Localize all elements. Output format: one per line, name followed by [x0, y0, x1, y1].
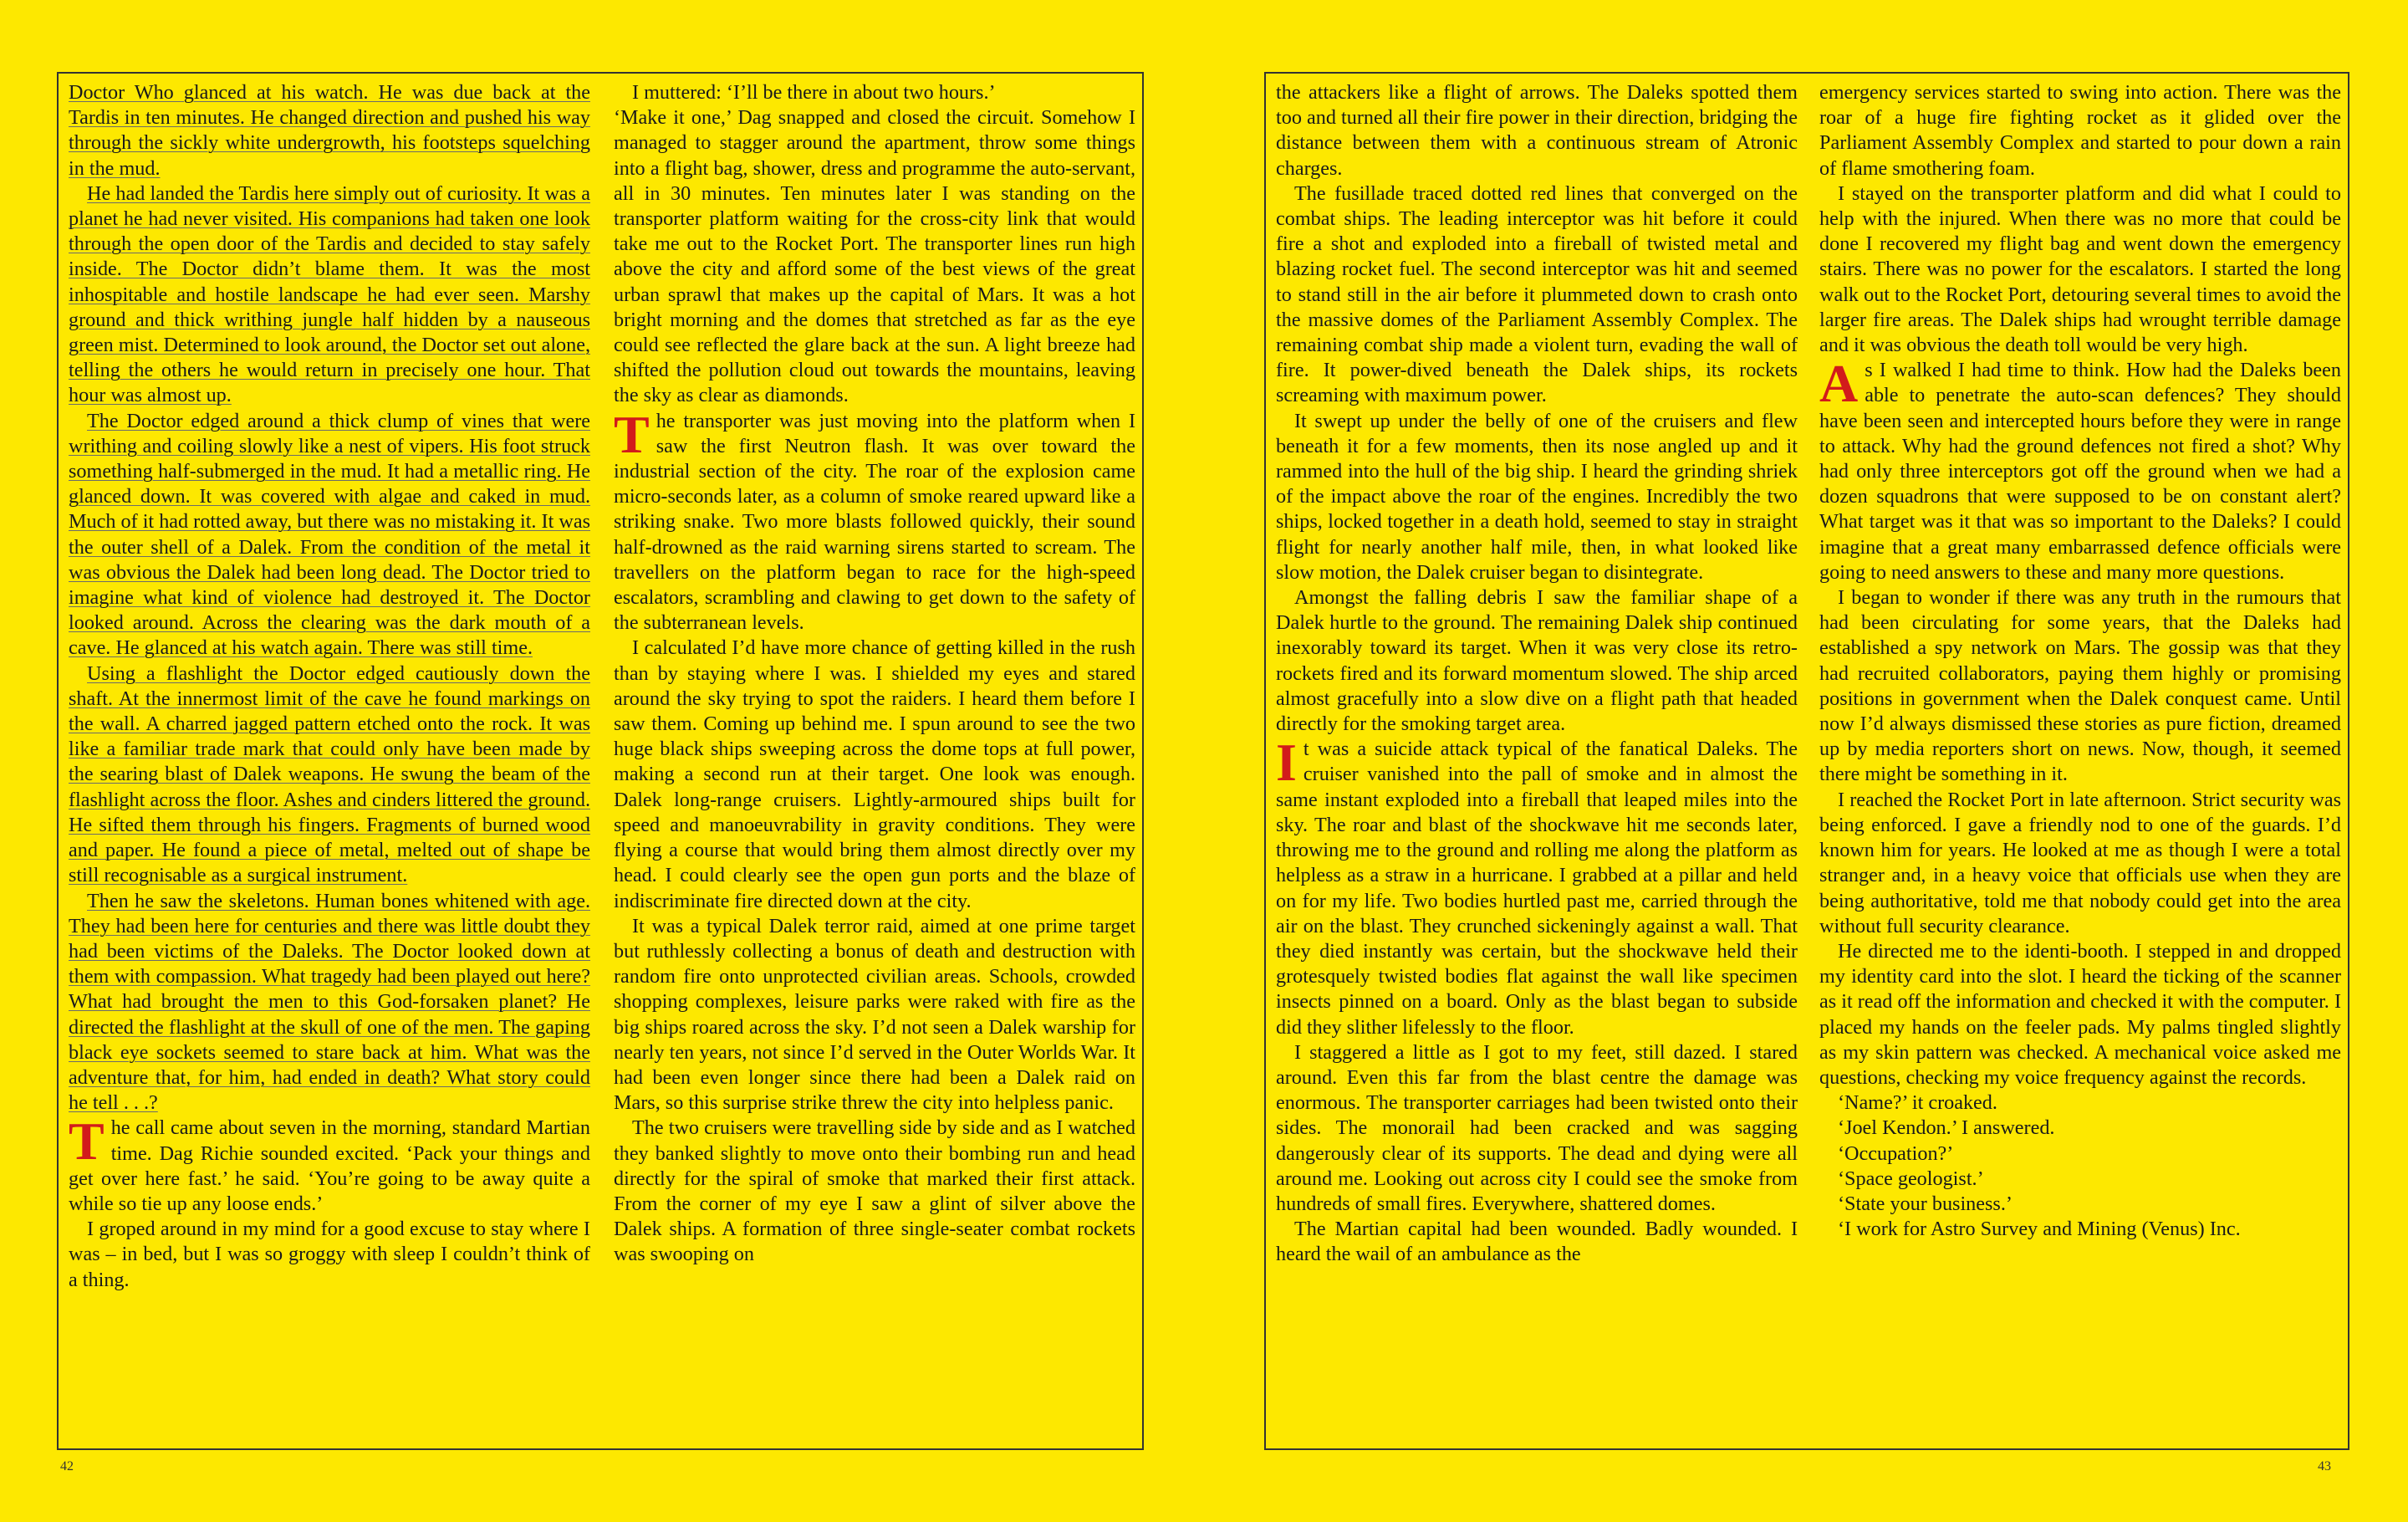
left-page-column-2 [614, 80, 1135, 1448]
paragraph-text: ‘Space geologist.’ [1838, 1167, 1984, 1190]
paragraph-text: ‘Joel Kendon.’ I answered. [1838, 1116, 2055, 1140]
paragraph [69, 889, 590, 1116]
paragraph [69, 1111, 590, 1217]
paragraph-text: Using a flashlight the Doctor edged cautiously down the shaft. At the innermost limit of the cave he found markings on the wall. A charred jagged pattern etched onto the rock. It was like a familiar trade mark that could only have been made by the searing blast of Dalek weapons. He swung the beam of the flashlight across the floor. Ashes and cinders littered the ground. He sifted them through his fingers. Fragments of burned wood and paper. He found a piece of metal, melted out of shape be still recognisable as a surgical instrument. [69, 661, 590, 887]
drop-cap: I [1276, 733, 1297, 793]
paragraph [1276, 1217, 1798, 1267]
paragraph [1819, 1217, 2341, 1242]
paragraph-text: emergency services started to swing into action. There was the roar of a huge fire fighting rocket as it glided over the Parliament Assembly Complex and started to pour down a rain of flame smothering foam. [1819, 81, 2341, 180]
paragraph [1276, 1040, 1798, 1217]
paragraph [1276, 733, 1798, 1039]
paragraph-text: he call came about seven in the morning, standard Martian time. Dag Richie sounded excited. ‘Pack your things and get over here fast.’ he said. ‘You’re going to be away quite a while so tie up any loose ends.’ [69, 1116, 590, 1215]
paragraph-text: I stayed on the transporter platform and did what I could to help with the injured. When there was no more that could be done I recovered my flight bag and went down the emergency stairs. There was no power for the escalators. I started the long walk out to the Rocket Port, detouring several times to avoid the larger fire areas. The Dalek ships had wrought terrible damage and it was obvious the death toll would be very high. [1819, 181, 2341, 357]
paragraph-text: ‘I work for Astro Survey and Mining (Venus) Inc. [1838, 1218, 2241, 1241]
paragraph [69, 1217, 590, 1293]
paragraph-text: The fusillade traced dotted red lines that converged on the combat ships. The leading interceptor was hit before it could fire a shot and exploded into a fireball of twisted metal and blazing rocket fuel. The second interceptor was hit and seemed to stand still in the air before it plummeted down to crash onto the massive domes of the Parliament Assembly Complex. The remaining combat ship made a violent turn, evading the wall of fire. It power-dived beneath the Dalek ships, its rockets screaming with maximum power. [1276, 181, 1798, 407]
page-number-left: 42 [60, 1459, 74, 1473]
paragraph [1819, 1142, 2341, 1167]
paragraph-text: I staggered a little as I got to my feet, still dazed. I stared around. Even this far from the blast centre the damage was enormous. The transporter carriages had been twisted onto their sides. The monorail had been cracked and was sagging dangerously clear of its supports. The dead and dying were all around me. Looking out across city I could see the smoke from hundreds of small fires. Everywhere, shattered domes. [1276, 1040, 1798, 1215]
paragraph-text: s I walked I had time to think. How had the Daleks been able to penetrate the auto-scan defences? They should have been seen and intercepted hours before they were in range to attack. Why had the ground defences not fired a shot? Why had only three interceptors got off the ground when we had a dozen squadrons that were supposed to be on constant alert? What target was it that was so important to the Daleks? I could imagine that a great many embarrassed defence officials were going to need answers to these and many more questions. [1819, 359, 2341, 584]
paragraph-text: ‘State your business.’ [1838, 1192, 2013, 1215]
paragraph-text: The Doctor edged around a thick clump of vines that were writhing and coiling slowly like a nest of vipers. His foot struck something half-submerged in the mud. It had a metallic ring. He glanced down. It was covered with algae and caked in mud. Much of it had rotted away, but there was no mistaking it. It was the outer shell of a Dalek. From the condition of the metal it was obvious the Dalek had been long dead. The Doctor tried to imagine what kind of violence had destroyed it. The Doctor looked around. Across the clearing was the dark mouth of a cave. He glanced at his watch again. There was still time. [69, 409, 590, 660]
paragraph-text: ‘Occupation?’ [1838, 1142, 1954, 1165]
paragraph [614, 914, 1135, 1116]
left-page-column-1 [69, 80, 590, 1448]
right-page-frame [1264, 72, 2349, 1450]
drop-cap: A [1819, 354, 1859, 414]
right-page-column-2 [1819, 80, 2341, 1448]
paragraph-text: Then he saw the skeletons. Human bones whitened with age. They had been here for centuries and there was little doubt they had been victims of the Daleks. The Doctor looked down at them with compassion. What tragedy had been played out here? What had brought the men to this God-forsaken planet? He directed the flashlight at the skull of one of the men. The gaping black eye sockets seemed to stare back at him. What was the adventure that, for him, had ended in death? What story could he tell . . .? [69, 889, 590, 1115]
paragraph [1819, 1192, 2341, 1217]
paragraph [1819, 1090, 2341, 1116]
paragraph [69, 409, 590, 661]
paragraph-text: I reached the Rocket Port in late afternoon. Strict security was being enforced. I gave a friendly nod to one of the guards. I’d known him for years. He looked at me as though I were a total stranger and, in a heavy voice that officials use when they are being authoritative, told me that nobody could get into the area without full security clearance. [1819, 788, 2341, 937]
paragraph [1819, 788, 2341, 939]
paragraph [614, 1116, 1135, 1267]
paragraph-text: I muttered: ‘I’ll be there in about two hours.’ [632, 81, 996, 104]
paragraph [1819, 1116, 2341, 1141]
paragraph-text: Doctor Who glanced at his watch. He was due back at the Tardis in ten minutes. He changed direction and pushed his way through the sickly white undergrowth, his footsteps squelching in the mud. [69, 81, 590, 180]
paragraph [1276, 409, 1798, 585]
paragraph [1819, 354, 2341, 585]
paragraph-text: I began to wonder if there was any truth in the rumours that had been circulating for some years, that the Daleks had established a spy network on Mars. The gossip was that they had recruited collaborators, paying them highly or promising positions in government when the Dalek conquest came. Until now I’d always dismissed these stories as pure fiction, dreamed up by media reporters short on news. Now, though, it seemed there might be something in it. [1819, 586, 2341, 786]
paragraph-text: The two cruisers were travelling side by side and as I watched they banked slightly to move onto their bombing run and head directly for the spiral of smoke that marked their first attack. From the corner of my eye I saw a glint of silver above the Dalek ships. A formation of three single-seater combat rockets was swooping on [614, 1116, 1135, 1266]
paragraph [69, 80, 590, 181]
paragraph-text: ‘Make it one,’ Dag snapped and closed the circuit. Somehow I managed to stagger around the apartment, throw some things into a flight bag, shower, dress and programme the auto-servant, all in 30 minutes. Ten minutes later I was standing on the transporter platform waiting for the cross-city link that would take me out to the Rocket Port. The transporter lines run high above the city and afford some of the best views of the great urban sprawl that makes up the capital of Mars. It was a hot bright morning and the domes that stretched as far as the eye could see reflected the glare back at the sun. A light breeze had shifted the pollution cloud out towards the mountains, leaving the sky as clear as diamonds. [614, 106, 1135, 407]
paragraph-text: I groped around in my mind for a good excuse to stay where I was – in bed, but I was so groggy with sleep I couldn’t think of a thing. [69, 1218, 590, 1291]
paragraph [1819, 1167, 2341, 1192]
paragraph [614, 105, 1135, 408]
paragraph [1819, 181, 2341, 358]
paragraph [614, 636, 1135, 913]
paragraph-text: I calculated I’d have more chance of getting killed in the rush than by staying where I was. I shielded my eyes and stared around the sky trying to spot the raiders. I heard them before I saw them. Coming up behind me. I spun around to see the two huge black ships sweeping across the dome tops at full power, making a second run at their target. One look was enough. Dalek long-range cruisers. Lightly-armoured ships built for speed and manoeuvrability in gravity conditions. They were flying a course that would bring them almost directly over my head. I could clearly see the open gun ports and the blaze of indiscriminate fire directed down at the city. [614, 636, 1135, 912]
paragraph-text: It swept up under the belly of one of the cruisers and flew beneath it for a few moments, then its nose angled up and it rammed into the hull of the big ship. I heard the grinding shriek of the impact above the roar of the engines. Incredibly the two ships, locked together in a death hold, seemed to stay in straight flight for nearly another half mile, then, in what looked like slow motion, the Dalek cruiser began to disintegrate. [1276, 409, 1798, 584]
paragraph-text: He directed me to the identi-booth. I stepped in and dropped my identity card into the slot. I heard the ticking of the scanner as it read off the information and checked it with the computer. I placed my hands on the feeler pads. My palms tingled slightly as my skin pattern was checked. A mechanical voice asked me questions, checking my voice frequency against the records. [1819, 939, 2341, 1089]
paragraph [1819, 939, 2341, 1090]
paragraph-text: ‘Name?’ it croaked. [1838, 1091, 1997, 1115]
paragraph-text: t was a suicide attack typical of the fanatical Daleks. The cruiser vanished into the pall of smoke and in almost the same instant exploded into a fireball that leaped miles into the sky. The roar and blast of the shockwave hit me seconds later, throwing me to the ground and rolling me along the platform as helpless as a straw in a hurricane. I grabbed at a pillar and held on for my life. Two bodies hurtled past me, carried through the air on the blast. They crunched sickeningly against a wall. That they died instantly was certain, but the shockwave held their grotesquely twisted bodies flat against the wall like specimen insects pinned on a board. Only as the blast began to subside did they slither lifelessly to the floor. [1276, 738, 1798, 1039]
page-number-right: 43 [2318, 1459, 2331, 1473]
paragraph-text: The Martian capital had been wounded. Badly wounded. I heard the wail of an ambulance as the [1276, 1218, 1798, 1266]
paragraph-text: It was a typical Dalek terror raid, aimed at one prime target but ruthlessly collecting a bonus of death and destruction with random fire onto unprotected civilian areas. Schools, crowded shopping complexes, leisure parks were raked with fire as the big ships roared across the sky. I’d not seen a Dalek warship for nearly ten years, not since I’d served in the Outer Worlds War. It had been even longer since there had been a Dalek raid on Mars, so this surprise strike threw the city into helpless panic. [614, 914, 1135, 1115]
paragraph-text: Amongst the falling debris I saw the familiar shape of a Dalek hurtle to the ground. The remaining Dalek ship continued inexorably toward its target. When it was very close its retro-rockets fired and its forward momentum slowed. The ship arced almost gracefully into a slow dive on a flight path that headed directly for the smoking target area. [1276, 586, 1798, 736]
paragraph [69, 661, 590, 889]
paragraph-text: He had landed the Tardis here simply out of curiosity. It was a planet he had never visited. His companions had taken one look through the open door of the Tardis and decided to stay safely inside. The Doctor didn’t blame them. It was the most inhospitable and hostile landscape he had ever seen. Marshy ground and thick writhing jungle half hidden by a nauseous green mist. Determined to look around, the Doctor set out alone, telling the others he would return in precisely one hour. That hour was almost up. [69, 181, 590, 407]
paragraph [1819, 585, 2341, 788]
paragraph [1276, 181, 1798, 409]
paragraph [1276, 585, 1798, 737]
right-page-column-1 [1276, 80, 1798, 1448]
paragraph [614, 404, 1135, 636]
paragraph-text: he transporter was just moving into the platform when I saw the first Neutron flash. It was over toward the industrial section of the city. The roar of the explosion came micro-seconds later, as a column of smoke reared upward like a striking snake. Two more blasts followed quickly, their sound half-drowned as the raid warning sirens started to scream. The travellers on the platform began to race for the high-speed escalators, scrambling and clawing to get down to the safety of the subterranean levels. [614, 409, 1135, 635]
paragraph [1276, 80, 1798, 181]
paragraph [614, 80, 1135, 105]
left-page-frame [57, 72, 1144, 1450]
paragraph [69, 181, 590, 409]
paragraph-text: the attackers like a flight of arrows. The Daleks spotted them too and turned all their fire power in their direction, bridging the distance between them with a continuous stream of Atronic charges. [1276, 81, 1798, 180]
drop-cap: T [69, 1111, 105, 1172]
paragraph [1819, 80, 2341, 181]
drop-cap: T [614, 404, 650, 464]
